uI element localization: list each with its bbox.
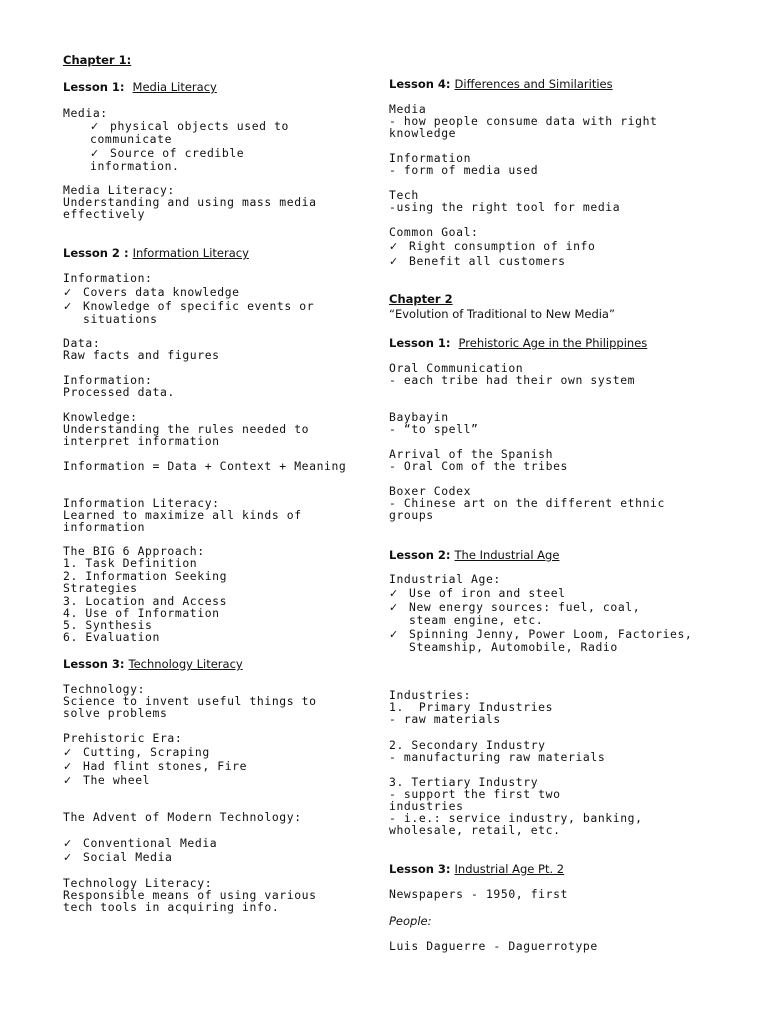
advent-item: ✓ Conventional Media bbox=[63, 836, 218, 850]
chapter-2-subtitle: “Evolution of Traditional to New Media” bbox=[389, 307, 615, 321]
c2-lesson-2-heading bbox=[389, 548, 559, 562]
oral-communication-label: Oral Communication bbox=[389, 361, 524, 375]
tech-literacy-definition: Responsible means of using various tech tools in acquiring info. bbox=[63, 888, 317, 915]
lesson-2-prefix: Lesson 2 bbox=[63, 246, 120, 260]
big6-item: 1. Task Definition bbox=[63, 556, 198, 570]
information-item-1: ✓ Covers data knowledge bbox=[63, 285, 240, 299]
baybayin-label: Baybayin bbox=[389, 410, 449, 424]
media-label: Media: bbox=[63, 106, 108, 120]
technology-label: Technology: bbox=[63, 682, 146, 696]
industrial-item: ✓ New energy sources: fuel, coal, steam engine, etc. bbox=[389, 600, 641, 628]
common-goal-item: ✓ Right consumption of info bbox=[389, 239, 596, 253]
tech-literacy-label: Technology Literacy: bbox=[63, 876, 213, 890]
industries-label: Industries: bbox=[389, 688, 472, 702]
people-label: People: bbox=[389, 914, 432, 928]
arrival-label: Arrival of the Spanish bbox=[389, 447, 554, 461]
oral-communication-definition: - each tribe had their own system bbox=[389, 373, 636, 387]
check-icon: ✓ bbox=[63, 774, 73, 787]
data-definition: Raw facts and figures bbox=[63, 348, 220, 362]
media-item-1: ✓ physical objects used to communicate bbox=[90, 119, 289, 147]
c2-lesson-3-heading bbox=[389, 862, 564, 876]
lesson-2-heading bbox=[63, 246, 249, 260]
check-icon: ✓ bbox=[90, 120, 100, 133]
secondary-industry-definition: - manufacturing raw materials bbox=[389, 750, 606, 764]
lesson-3-title: Technology Literacy bbox=[128, 657, 243, 671]
tertiary-industry-examples: - i.e.: service industry, banking, wholesale, retail, etc. bbox=[389, 811, 643, 838]
c2-lesson-3-prefix: Lesson 3: bbox=[389, 862, 451, 876]
big6-item: 6. Evaluation bbox=[63, 630, 160, 644]
primary-industries-label: 1. Primary Industries bbox=[389, 700, 554, 714]
c2-lesson-2-title: The Industrial Age bbox=[454, 548, 560, 562]
data-label: Data: bbox=[63, 336, 101, 350]
lesson-1-heading bbox=[63, 80, 217, 94]
c2-lesson-1-heading bbox=[389, 336, 647, 350]
boxer-codex-label: Boxer Codex bbox=[389, 484, 472, 498]
advent-item: ✓ Social Media bbox=[63, 850, 173, 864]
industrial-item: ✓ Spinning Jenny, Power Loom, Factories, Steamship, Automobile, Radio bbox=[389, 627, 693, 655]
daguerre-line: Luis Daguerre - Daguerrotype bbox=[389, 939, 598, 953]
c2-lesson-1-title: Prehistoric Age in the Philippines bbox=[458, 336, 648, 350]
knowledge-definition: Understanding the rules needed to interpret information bbox=[63, 422, 310, 449]
media-definition: - how people consume data with right knowledge bbox=[389, 114, 658, 141]
tertiary-industry-label: 3. Tertiary Industry bbox=[389, 775, 539, 789]
information-definition: - form of media used bbox=[389, 163, 539, 177]
c2-lesson-2-prefix: Lesson 2: bbox=[389, 548, 451, 562]
media-literacy-definition: Understanding and using mass media effectively bbox=[63, 195, 317, 222]
information-label: Information bbox=[389, 151, 472, 165]
tech-definition: -using the right tool for media bbox=[389, 200, 621, 214]
information-2-label: Information: bbox=[63, 373, 153, 387]
lesson-1-sep: : bbox=[119, 80, 125, 94]
check-icon: ✓ bbox=[63, 300, 73, 313]
information-item-2: ✓ Knowledge of specific events or situations bbox=[63, 299, 315, 327]
lesson-3-heading bbox=[63, 657, 243, 671]
info-literacy-label: Information Literacy: bbox=[63, 496, 220, 510]
lesson-4-heading bbox=[389, 77, 613, 91]
advent-label: The Advent of Modern Technology: bbox=[63, 810, 302, 824]
media-literacy-label: Media Literacy: bbox=[63, 183, 175, 197]
knowledge-label: Knowledge: bbox=[63, 410, 138, 424]
check-icon: ✓ bbox=[63, 851, 73, 864]
lesson-4-title: Differences and Similarities bbox=[454, 77, 613, 91]
lesson-4-prefix: Lesson 4: bbox=[389, 77, 451, 91]
secondary-industry-label: 2. Secondary Industry bbox=[389, 738, 546, 752]
check-icon: ✓ bbox=[389, 628, 399, 641]
prehistoric-item: ✓ Had flint stones, Fire bbox=[63, 759, 248, 773]
c2-lesson-3-title: Industrial Age Pt. 2 bbox=[454, 862, 565, 876]
tertiary-industry-definition: - support the first two industries bbox=[389, 787, 561, 814]
media-item-2: ✓ Source of credible information. bbox=[90, 146, 245, 174]
technology-definition: Science to invent useful things to solve problems bbox=[63, 694, 317, 721]
prehistoric-label: Prehistoric Era: bbox=[63, 731, 183, 745]
newspapers-line: Newspapers - 1950, first bbox=[389, 887, 568, 901]
boxer-codex-definition: - Chinese art on the different ethnic groups bbox=[389, 496, 665, 523]
c2-lesson-1-prefix: Lesson 1: bbox=[389, 336, 451, 350]
baybayin-definition: - “to spell” bbox=[389, 422, 479, 436]
check-icon: ✓ bbox=[389, 601, 399, 614]
big6-item: 4. Use of Information bbox=[63, 606, 220, 620]
lesson-2-sep: : bbox=[123, 246, 129, 260]
check-icon: ✓ bbox=[63, 837, 73, 850]
lesson-1-title: Media Literacy bbox=[132, 80, 217, 94]
check-icon: ✓ bbox=[389, 255, 399, 268]
big6-item: 5. Synthesis bbox=[63, 618, 153, 632]
common-goal-item: ✓ Benefit all customers bbox=[389, 254, 566, 268]
info-literacy-definition: Learned to maximize all kinds of information bbox=[63, 508, 302, 535]
lesson-1-prefix: Lesson 1 bbox=[63, 80, 120, 94]
prehistoric-item: ✓ Cutting, Scraping bbox=[63, 745, 210, 759]
tech-label: Tech bbox=[389, 188, 419, 202]
lesson-3-prefix: Lesson 3: bbox=[63, 657, 125, 671]
check-icon: ✓ bbox=[389, 587, 399, 600]
information-label: Information: bbox=[63, 271, 153, 285]
arrival-definition: - Oral Com of the tribes bbox=[389, 459, 568, 473]
chapter-2-heading: Chapter 2 bbox=[389, 292, 453, 306]
check-icon: ✓ bbox=[63, 286, 73, 299]
common-goal-label: Common Goal: bbox=[389, 225, 479, 239]
big6-label: The BIG 6 Approach: bbox=[63, 544, 205, 558]
information-2-definition: Processed data. bbox=[63, 385, 175, 399]
big6-item: 3. Location and Access bbox=[63, 594, 228, 608]
big6-item: 2. Information Seeking Strategies bbox=[63, 569, 228, 596]
check-icon: ✓ bbox=[63, 760, 73, 773]
check-icon: ✓ bbox=[389, 240, 399, 253]
prehistoric-item: ✓ The wheel bbox=[63, 773, 151, 787]
check-icon: ✓ bbox=[90, 147, 100, 160]
industrial-age-label: Industrial Age: bbox=[389, 572, 501, 586]
chapter-1-heading: Chapter 1: bbox=[63, 53, 132, 67]
check-icon: ✓ bbox=[63, 746, 73, 759]
industrial-item: ✓ Use of iron and steel bbox=[389, 586, 566, 600]
media-label: Media bbox=[389, 102, 427, 116]
lesson-2-title: Information Literacy bbox=[132, 246, 249, 260]
information-formula: Information = Data + Context + Meaning bbox=[63, 459, 347, 473]
primary-industries-definition: - raw materials bbox=[389, 712, 501, 726]
